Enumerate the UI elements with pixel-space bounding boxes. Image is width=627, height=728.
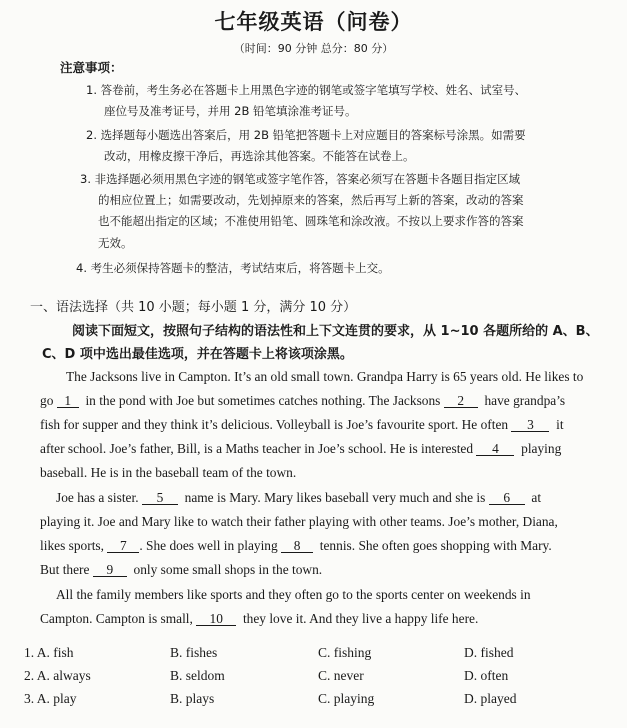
option-a: 2. A. always bbox=[24, 668, 91, 683]
option-b: B. plays bbox=[170, 691, 215, 706]
note-line: 的相应位置上；如需要改动，先划掉原来的答案，然后再写上新的答案，改动的答案 bbox=[98, 193, 524, 207]
passage-line: But there 9 only some small shops in the town. bbox=[40, 562, 323, 577]
option-c: C. fishing bbox=[318, 645, 372, 660]
passage-line: baseball. He is in the baseball team of the town. bbox=[40, 465, 297, 480]
passage-line: playing it. Joe and Mary like to watch their father playing with other teams. Joe’s mother, Diana, bbox=[40, 514, 558, 529]
note-line: 改动，用橡皮擦干净后，再选涂其他答案。不能答在试卷上。 bbox=[104, 149, 415, 163]
page-title: 七年级英语（问卷） bbox=[214, 10, 413, 34]
blank-7: 7 bbox=[107, 539, 139, 553]
blank-10: 10 bbox=[196, 612, 236, 626]
passage-line: likes sports, 7 . She does well in playing 8 tennis. She often goes shopping with Mary. bbox=[40, 538, 552, 553]
note-line: 座位号及准考证号，并用 2B 铅笔填涂准考证号。 bbox=[104, 104, 357, 118]
passage-line: Joe has a sister. 5 name is Mary. Mary likes baseball very much and she is 6 at bbox=[56, 490, 542, 505]
passage-line: All the family members like sports and they often go to the sports center on weekends in bbox=[56, 587, 531, 602]
instruction: C、D 项中选出最佳选项，并在答题卡上将该项涂黑。 bbox=[42, 347, 353, 362]
option-d: D. fished bbox=[464, 645, 514, 660]
blank-5: 5 bbox=[142, 491, 178, 505]
instruction: 阅读下面短文，按照句子结构的语法性和上下文连贯的要求，从 1~10 各题所给的 A、B、 bbox=[72, 324, 599, 339]
passage-line: after school. Joe’s father, Bill, is a Maths teacher in Joe’s school. He is interested 4 playing bbox=[40, 441, 562, 456]
blank-8: 8 bbox=[281, 539, 313, 553]
option-c: C. playing bbox=[318, 691, 375, 706]
notes-heading: 注意事项： bbox=[60, 60, 123, 75]
option-b: B. seldom bbox=[170, 668, 225, 683]
option-d: D. often bbox=[464, 668, 509, 683]
blank-4: 4 bbox=[476, 442, 514, 456]
note-line: 4. 考生必须保持答题卡的整洁，考试结束后，将答题卡上交。 bbox=[76, 261, 390, 275]
blank-3: 3 bbox=[511, 418, 549, 432]
option-d: D. played bbox=[464, 691, 517, 706]
option-a: 3. A. play bbox=[24, 691, 77, 706]
option-c: C. never bbox=[318, 668, 364, 683]
exam-meta: （时间：90 分钟 总分：80 分） bbox=[233, 42, 394, 55]
option-a: 1. A. fish bbox=[24, 645, 74, 660]
note-line: 也不能超出指定的区域；不准使用铅笔、圆珠笔和涂改液。不按以上要求作答的答案 bbox=[98, 214, 524, 228]
passage-line: The Jacksons live in Campton. It’s an old small town. Grandpa Harry is 65 years old. He likes to bbox=[66, 369, 584, 384]
blank-9: 9 bbox=[93, 563, 127, 577]
blank-1: 1 bbox=[57, 394, 79, 408]
note-line: 3. 非选择题必须用黑色字迹的钢笔或签字笔作答，答案必须写在答题卡各题目指定区域 bbox=[80, 172, 521, 186]
passage-line: fish for supper and they think it’s delicious. Volleyball is Joe’s favourite sport. He often 3 it bbox=[40, 417, 564, 432]
passage-line: Campton. Campton is small, 10 they love it. And they live a happy life here. bbox=[40, 611, 479, 626]
option-b: B. fishes bbox=[170, 645, 218, 660]
blank-2: 2 bbox=[444, 394, 478, 408]
note-line: 2. 选择题每小题选出答案后，用 2B 铅笔把答题卡上对应题目的答案标号涂黑。如需要 bbox=[86, 128, 526, 142]
blank-6: 6 bbox=[489, 491, 525, 505]
section-title: 一、语法选择（共 10 小题；每小题 1 分，满分 10 分） bbox=[30, 300, 357, 315]
passage-line: go 1 in the pond with Joe but sometimes catches nothing. The Jacksons 2 have grandpa’s bbox=[40, 393, 566, 408]
note-line: 1. 答卷前，考生务必在答题卡上用黑色字迹的钢笔或签字笔填写学校、姓名、试室号、 bbox=[86, 83, 527, 97]
note-line: 无效。 bbox=[98, 236, 133, 250]
